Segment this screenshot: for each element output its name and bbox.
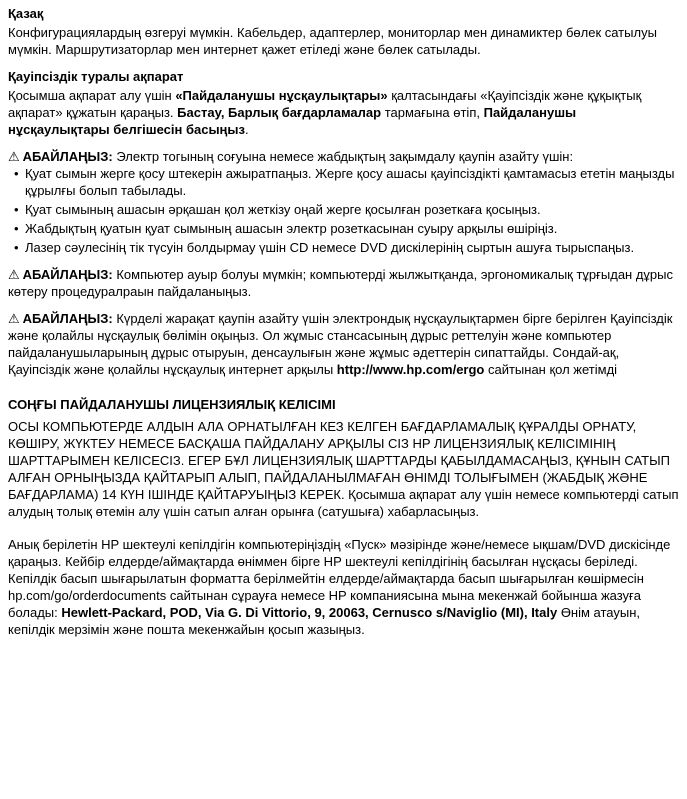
warning-text: сайтынан қол жетімді bbox=[484, 362, 618, 377]
warranty-paragraph bbox=[8, 536, 680, 638]
warning-label: АБАЙЛАҢЫЗ: bbox=[22, 311, 113, 326]
language-title: Қазақ bbox=[8, 6, 44, 21]
user-guides-icon-ref: Пайдаланушы нұсқаулықтары белгішесін басыңыз bbox=[8, 105, 577, 137]
warning-bullet-list bbox=[8, 165, 680, 256]
safety-info-heading: Қауіпсіздік туралы ақпарат bbox=[8, 69, 184, 84]
hp-postal-address: Hewlett-Packard, POD, Via G. Di Vittorio, 9, 20063, Cernusco s/Naviglio (MI), Italy bbox=[61, 605, 558, 620]
warning-triangle-icon: ⚠ bbox=[8, 311, 20, 326]
warning-label: АБАЙЛАҢЫЗ: bbox=[22, 267, 113, 282]
safety-text-segment: тармағына өтіп, bbox=[381, 105, 484, 120]
warning-triangle-icon: ⚠ bbox=[8, 149, 20, 164]
eula-heading: СОҢҒЫ ПАЙДАЛАНУШЫ ЛИЦЕНЗИЯЛЫҚ КЕЛІСІМІ bbox=[8, 397, 336, 412]
warning-paragraph-ergonomics bbox=[8, 310, 680, 378]
bullet-item: • Қуат сымының ашасын әрқашан қол жеткізу оңай жерге қосылған розеткаға қосыңыз. bbox=[14, 201, 680, 218]
start-menu-ref: Бастау, Барлық бағдарламалар bbox=[177, 105, 382, 120]
warning-text: Күрделі жарақат қаупін азайту үшін электрондық нұсқаулықтармен бірге берілген Қауіпсіздік және қолайлы нұсқаулық бөлімін оқыңыз. Ол жұмыс стансасының дұрыс реттелуін және компьютер пайдаланушыларының дұрыс отыруын, денсаулығын және жұмыс әдеттерін сипаттайды. Сондай-ақ, Қауіпсіздік және қолайлы нұсқаулық интернет арқылы bbox=[8, 311, 673, 377]
user-guides-folder-ref: «Пайдаланушы нұсқаулықтары» bbox=[175, 88, 388, 103]
safety-info-paragraph bbox=[8, 87, 680, 138]
warning-text: Компьютер ауыр болуы мүмкін; компьютерді жылжытқанда, эргономикалық тұрғыдан дұрыс көтеру процедуралраын пайдаланыңыз. bbox=[8, 267, 674, 299]
ergo-url: http://www.hp.com/ergo bbox=[336, 362, 485, 377]
bullet-item: • Жабдықтың қуатын қуат сымының ашасын электр розеткасынан суыру арқылы өшіріңіз. bbox=[14, 220, 680, 237]
safety-text-segment: қалтасындағы «Қауіпсіздік және құқықтық ақпарат» құжатын қараңыз. bbox=[8, 88, 642, 120]
safety-text-segment: Қосымша ақпарат алу үшін bbox=[8, 88, 176, 103]
warning-paragraph-electrical bbox=[8, 148, 680, 165]
warning-paragraph-lifting bbox=[8, 266, 680, 300]
bullet-item: • Лазер сәулесінің тік түсуін болдырмау үшін CD немесе DVD дискілерінің сыртын ашуға тырыспаңыз. bbox=[14, 239, 680, 256]
eula-paragraph: ОСЫ КОМПЬЮТЕРДЕ АЛДЫН АЛА ОРНАТЫЛҒАН КЕЗ КЕЛГЕН БАҒДАРЛАМАЛЫҚ ҚҰРАЛДЫ ОРНАТУ, КӨШІРУ, ЖҮКТЕУ НЕМЕСЕ БАСҚАША ПАЙДАЛАНУ АРҚЫЛЫ СІЗ HP ЛИЦЕНЗИЯЛЫҚ КЕЛІСІМІНІҢ ШАРТТАРЫМЕН КЕЛІСЕСІЗ. ЕГЕР БҰЛ ЛИЦЕНЗИЯЛЫҚ ШАРТТАРДЫ ҚАБЫЛДАМАСАҢЫЗ, ҚҰНЫН САТЫП АЛҒАН ОРНЫҢЫЗДА ҚАЙТАРЫП АЛЫП, ПАЙДАЛАНЫЛМАҒАН ӨНІМДІ ТОЛЫҒЫМЕН (ЖАБДЫҚ ЖӘНЕ БАҒДАРЛАМА) 14 КҮН ІШІНДЕ ҚАЙТАРУЫҢЫЗ КЕРЕК. Қосымша ақпарат алу үшін немесе компьютерді сатып алудың толық өтемін алу үшін сатып алған орынға (сатушыға) хабарласыңыз. bbox=[8, 419, 679, 519]
bullet-item: • Қуат сымын жерге қосу штекерін ажыратпаңыз. Жерге қосу ашасы қауіпсіздікті қамтамасыз ететін маңызды құрылғы болып табылады. bbox=[14, 165, 680, 199]
warning-triangle-icon: ⚠ bbox=[8, 267, 20, 282]
warning-label: АБАЙЛАҢЫЗ: bbox=[22, 149, 113, 164]
warranty-text: Өнім атауын, кепілдік мерзімін және пошта мекенжайын қосып жазыңыз. bbox=[8, 605, 641, 637]
intro-paragraph: Конфигурациялардың өзгеруі мүмкін. Кабельдер, адаптерлер, мониторлар мен динамиктер бөлек сатылуы мүмкін. Маршрутизаторлар мен интернет қажет етіледі және бөлек сатылады. bbox=[8, 25, 657, 57]
warranty-text: Анық берілетін HP шектеулі кепілдігін компьютеріңіздің «Пуск» мәзірінде және/немесе ықшам/DVD дискісінде қараңыз. Кейбір елдерде/аймақтарда өніммен бірге HP шектеулі кепілдігінің басылған нұсқасы беріледі. Кепілдік басып шығарылатын форматта берілмейтін елдерде/аймақтарда басып шығарылған көшірмесін hp.com/go/orderdocuments сайтынан сұрауға немесе HP компаниясына мына мекенжай бойынша жазуға болады: bbox=[8, 537, 671, 620]
warning-text: Электр тогының соғуына немесе жабдықтың зақымдалу қаупін азайту үшін: bbox=[112, 149, 574, 164]
safety-text-segment: . bbox=[244, 122, 249, 137]
